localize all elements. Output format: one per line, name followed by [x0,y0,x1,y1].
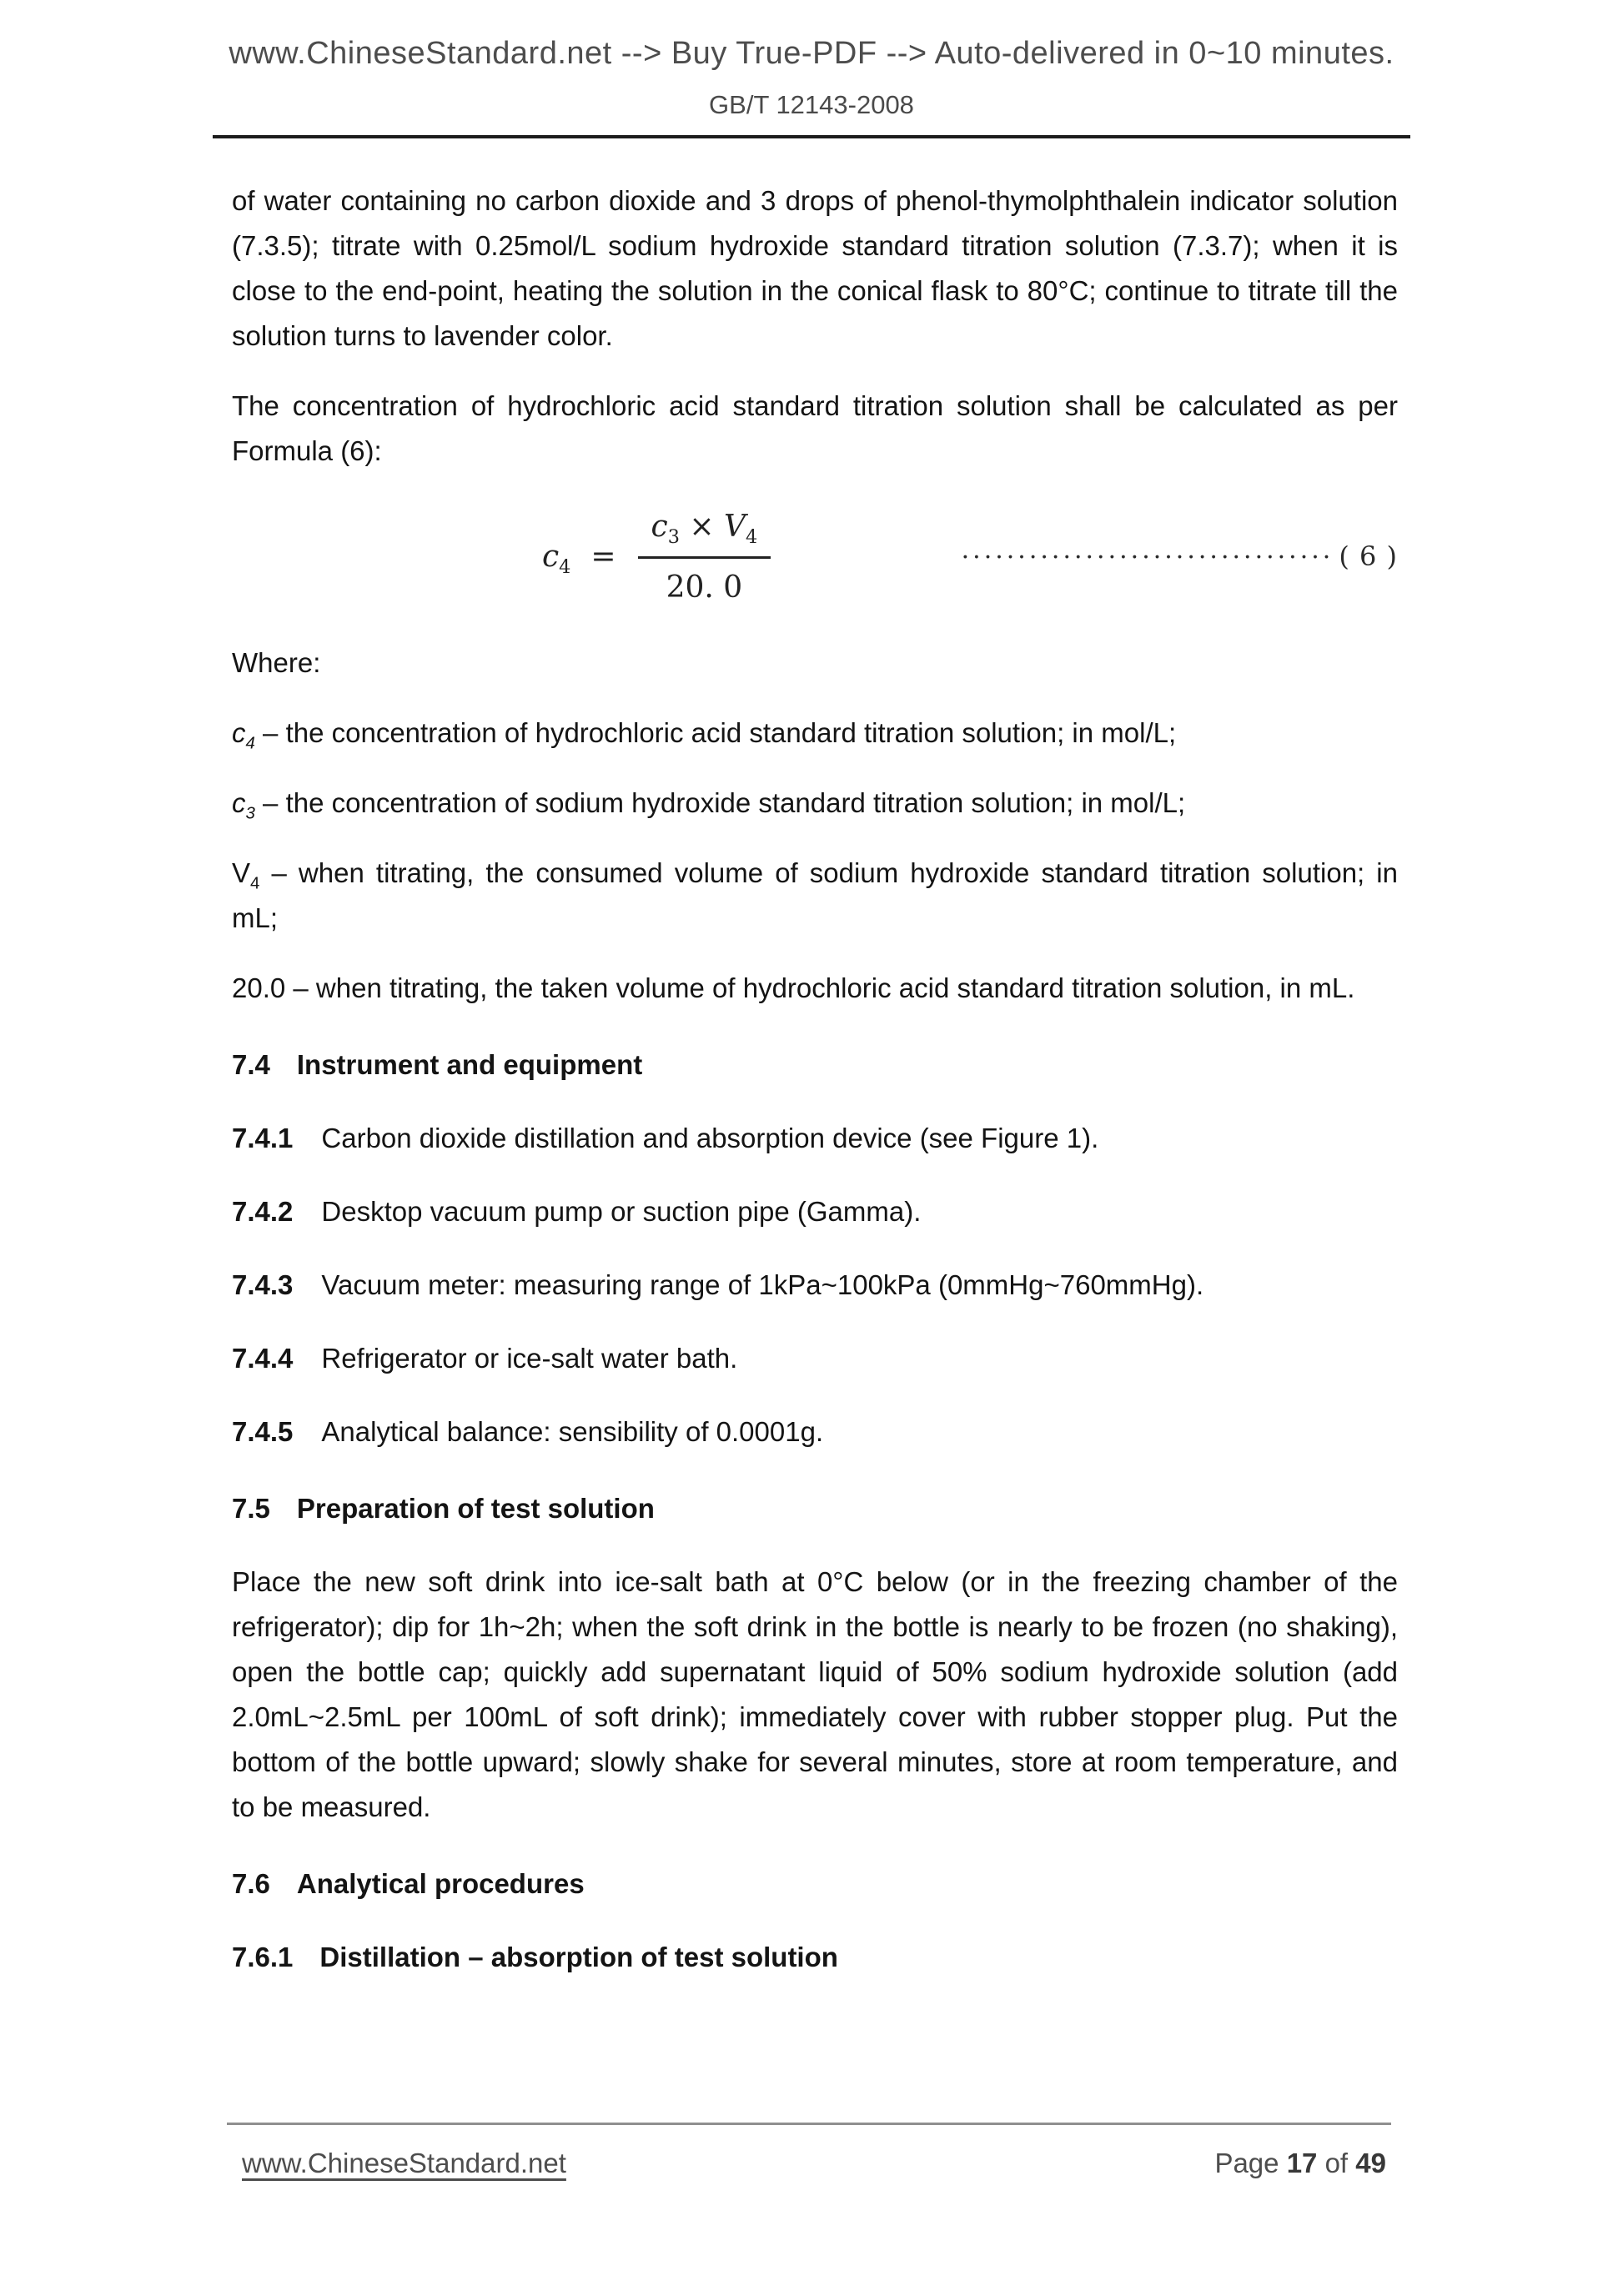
page-indicator [1214,2148,1386,2179]
clause-text: Vacuum meter: measuring range of 1kPa~100kPa (0mmHg~760mmHg). [321,1269,1204,1300]
clause-text: Refrigerator or ice-salt water bath. [321,1343,738,1374]
clause-number: 7.6.1 [232,1942,294,1972]
formula-lhs-var: c [542,540,560,574]
formula-6 [232,499,1398,615]
paragraph-titration-endpoint: of water containing no carbon dioxide and 3 drops of phenol-thymolphthalein indicator solution (7.3.5); titrate with 0.25mol/L sodium hydroxide standard titration solution (7.3.7); when it is close to the end-point, heating the solution in the conical flask to 80°C; continue to titrate till the solution turns to lavender color. [232,185,1398,351]
definition-text: – the concentration of sodium hydroxide standard titration solution; in mol/L; [254,787,1186,818]
clause-number: 7.4.4 [232,1343,294,1374]
clause-number: 7.4.2 [232,1196,294,1227]
equation-number: ( 6 ) [1339,540,1398,572]
equals-sign: = [590,540,616,574]
footer-site-link[interactable]: www.ChineseStandard.net [242,2148,566,2178]
clause-7-4-1 [232,1116,1398,1161]
numerator-var-c3: c [651,509,668,544]
definition-v4 [232,851,1398,941]
fraction-numerator [638,505,771,556]
clause-number: 7.5 [232,1493,270,1524]
definition-text: – when titrating, the taken volume of hydrochloric acid standard titration solution, in mL. [285,972,1355,1003]
clause-number: 7.6 [232,1868,270,1899]
definition-text: – when titrating, the consumed volume of sodium hydroxide standard titration solution; in mL; [232,857,1398,933]
numerator-var-v4: V [724,509,746,544]
definition-term: $c_4$ [232,717,255,753]
header-tagline: www.ChineseStandard.net --> Buy True-PDF --> Auto-delivered in 0~10 minutes. [229,36,1394,71]
dot-leader: ································· [961,543,1334,572]
clause-7-4-5 [232,1409,1398,1454]
definition-c4 [232,711,1398,756]
clause-7-4-4 [232,1336,1398,1381]
clause-number: 7.4.5 [232,1416,294,1447]
fraction-denominator: 20. 0 [638,556,771,610]
clause-title: Instrument and equipment [296,1049,643,1080]
formula-lhs [542,535,616,580]
page-number: 17 [1286,2148,1318,2178]
clause-number: 7.4.1 [232,1123,294,1153]
clause-text: Desktop vacuum pump or suction pipe (Gamma). [321,1196,922,1227]
numerator-sub-3: 3 [667,525,680,548]
formula-lhs-subscript: 4 [559,556,571,579]
multiply-sign: × [689,509,715,544]
definition-text: – the concentration of hydrochloric acid standard titration solution; in mol/L; [254,717,1177,748]
section-heading-7-6-1 [232,1935,1398,1980]
clause-title: Analytical procedures [296,1868,585,1899]
clause-title: Distillation – absorption of test solution [319,1942,838,1972]
clause-number: 7.4.3 [232,1269,294,1300]
page-footer [242,2148,1386,2179]
section-heading-7-5 [232,1486,1398,1531]
section-heading-7-6 [232,1861,1398,1907]
paragraph-preparation: Place the new soft drink into ice-salt bath at 0°C below (or in the freezing chamber of the refrigerator); dip for 1h~2h; when the soft drink in the bottle is nearly to be frozen (no shaking), open the bottle cap; quickly add supernatant liquid of 50% sodium hydroxide solution (add 2.0mL~2.5mL per 100mL of soft drink); immediately cover with rubber stopper plug. Put the bottom of the bottle upward; slowly shake for several minutes, store at room temperature, and to be measured. [232,1566,1398,1822]
page-word: Page [1214,2148,1279,2178]
formula-fraction [638,505,771,610]
paragraph-formula-intro: The concentration of hydrochloric acid standard titration solution shall be calculated as per Formula (6): [232,390,1398,466]
clause-7-4-2 [232,1189,1398,1234]
where-label: Where: [232,647,321,678]
clause-number: 7.4 [232,1049,270,1080]
clause-7-4-3 [232,1263,1398,1308]
section-heading-7-4 [232,1042,1398,1088]
of-word: of [1324,2148,1349,2178]
footer-rule [227,2123,1391,2125]
formula-dot-leader [771,534,1398,580]
clause-text: Carbon dioxide distillation and absorption device (see Figure 1). [321,1123,1099,1153]
page-header [0,0,1623,138]
clause-title: Preparation of test solution [296,1493,655,1524]
doc-number: GB/T 12143-2008 [709,90,914,119]
page-content [0,138,1623,1980]
definition-c3 [232,781,1398,826]
numerator-sub-4: 4 [746,525,758,548]
definition-term: $c_3$ [232,787,255,823]
page-total: 49 [1355,2148,1386,2178]
clause-text: Analytical balance: sensibility of 0.0001g. [321,1416,824,1447]
definition-20-0 [232,966,1398,1011]
definition-term: $V_4$ [232,857,260,893]
definition-term: 20.0 [232,972,286,1003]
